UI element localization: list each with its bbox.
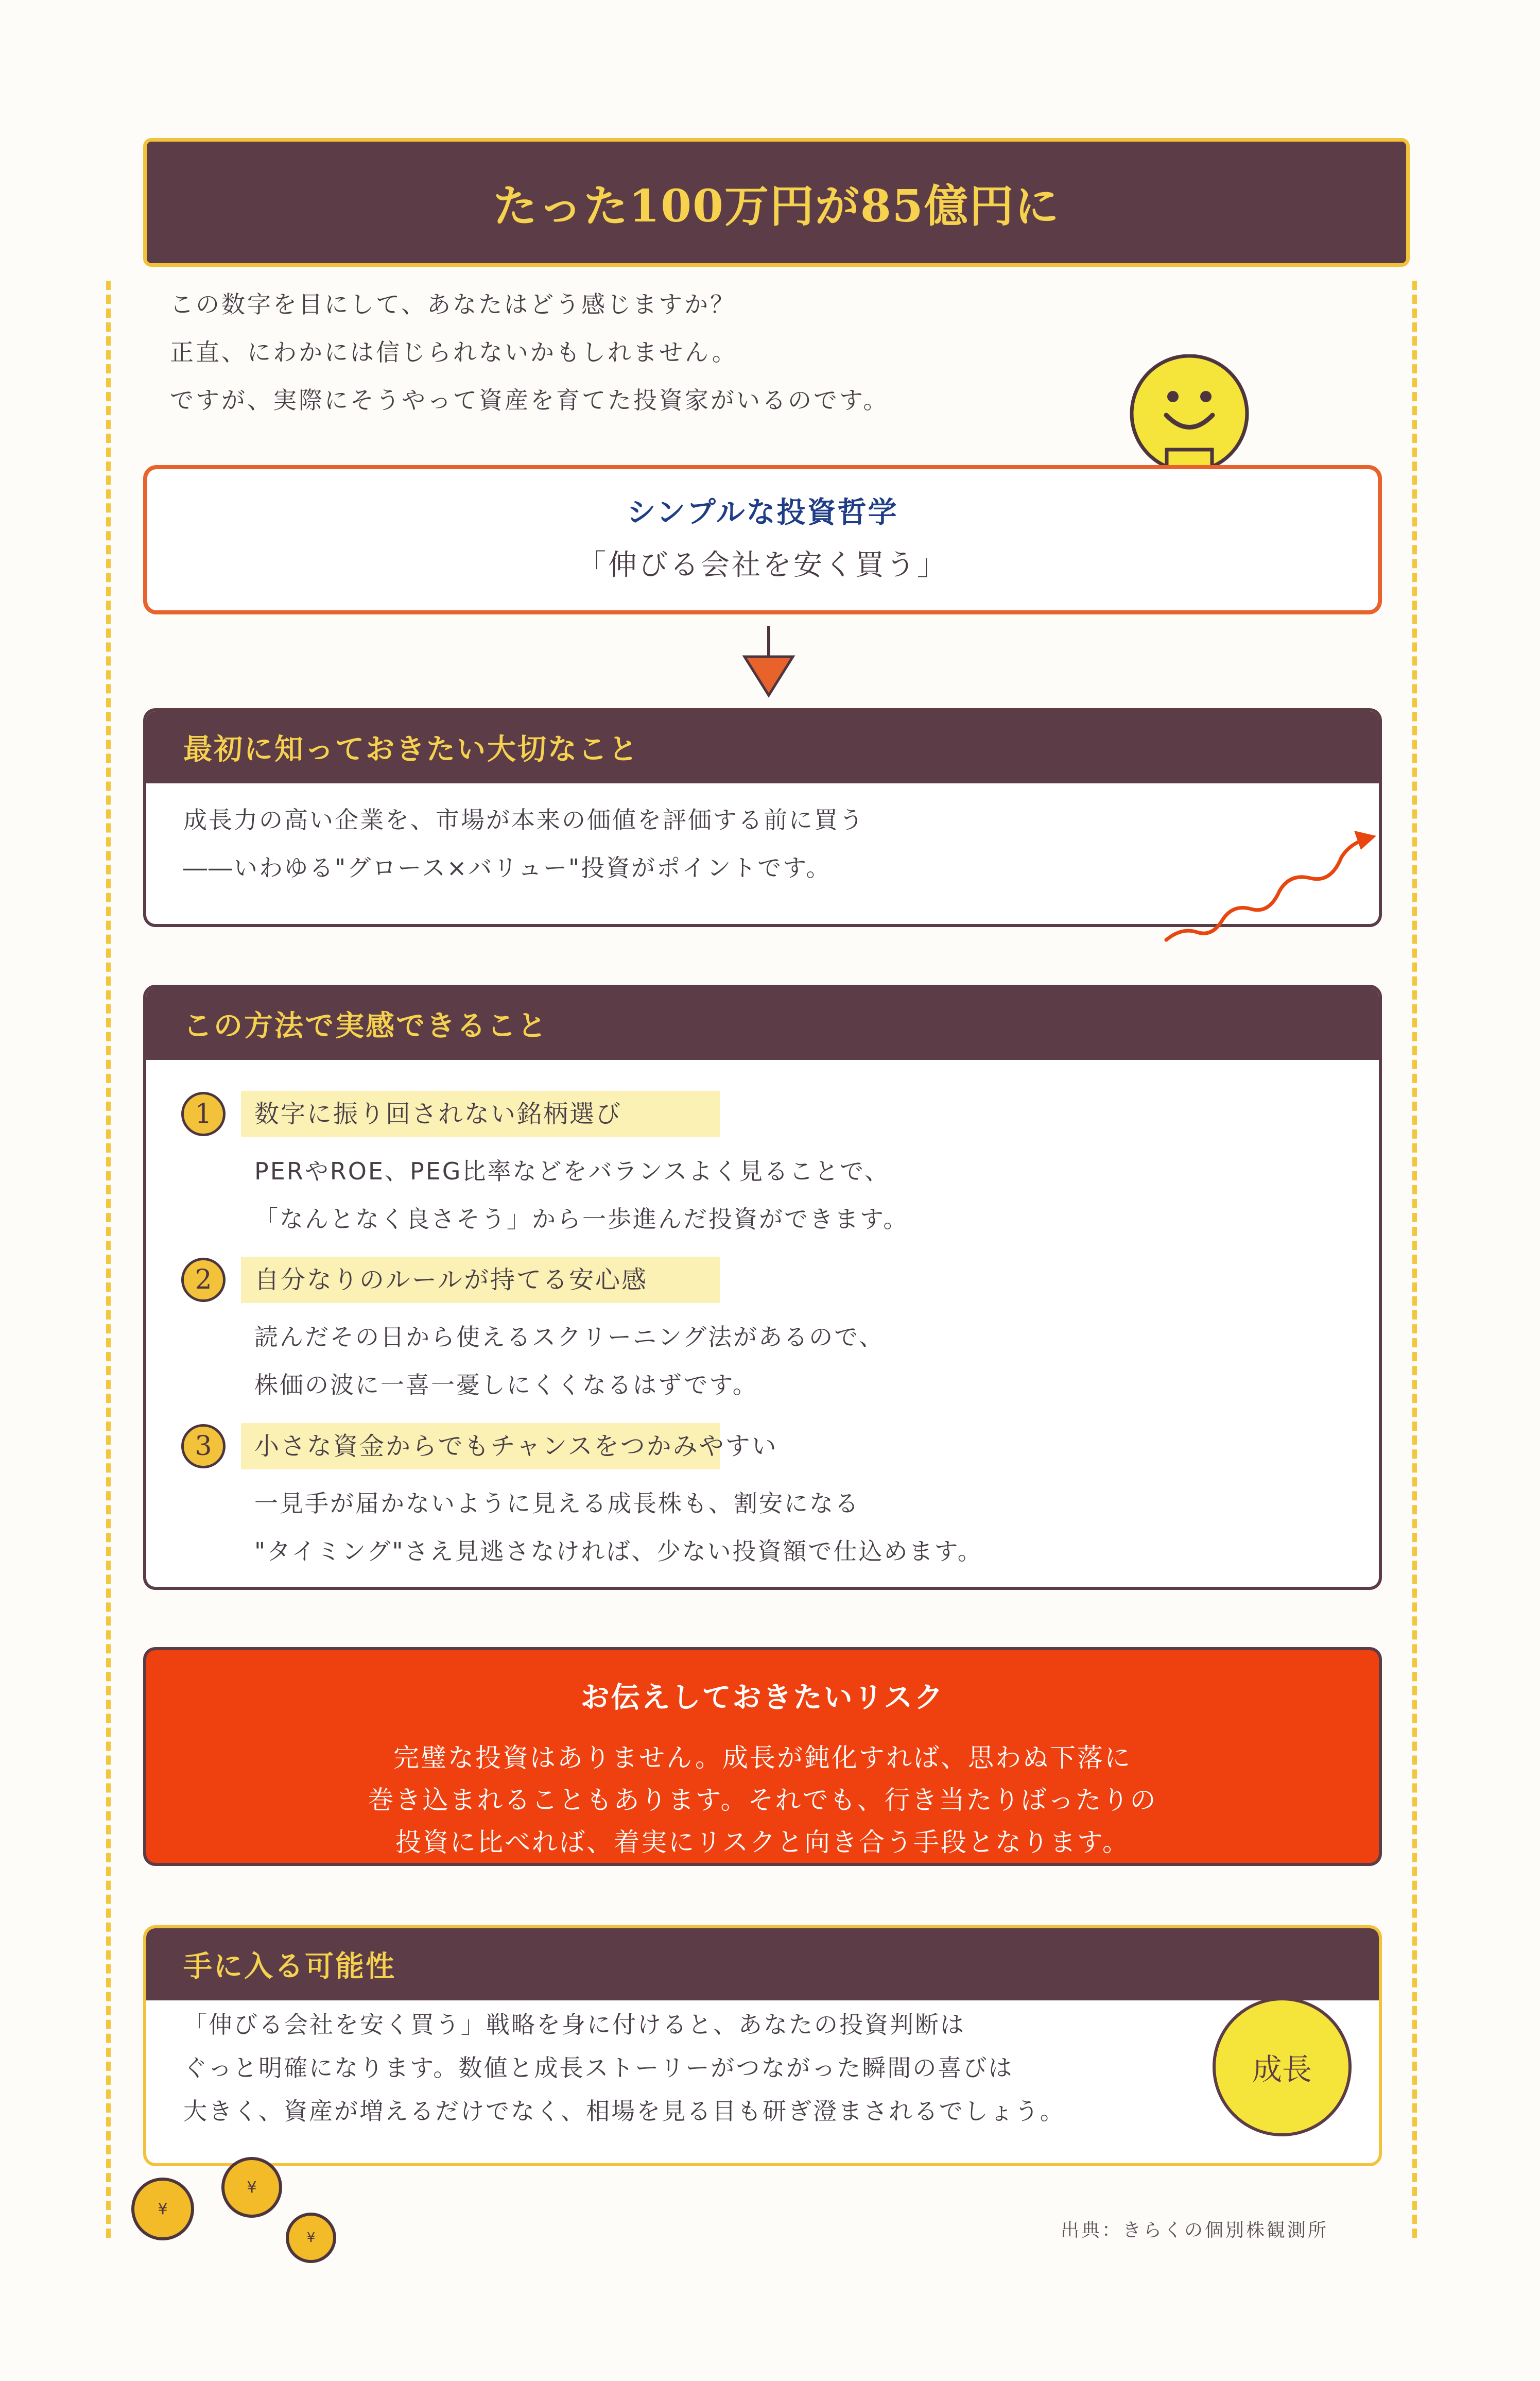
smiley-icon <box>1122 354 1256 483</box>
philosophy-heading: シンプルな投資哲学 <box>627 496 898 529</box>
possibility-card <box>143 1925 1382 2166</box>
benefit-line: 一見手が届かないように見える成長株も、割安になる <box>254 1489 860 1517</box>
intro-line: この数字を目にして、あなたはどう感じますか？ <box>170 290 736 318</box>
yen-coin-icon: ¥ <box>221 2157 282 2218</box>
benefit-label: 小さな資金からでもチャンスをつかみやすい <box>254 1432 778 1461</box>
benefit-line: "タイミング"さえ見逃さなければ、少ない投資額で仕込めます。 <box>254 1537 983 1565</box>
left-dashed-border <box>106 281 111 2238</box>
risk-line: 巻き込まれることもあります。それでも、行き当たりばったりの <box>368 1785 1157 1815</box>
benefit-description <box>254 1147 908 1243</box>
possibility-line: ぐっと明確になります。数値と成長ストーリーがつながった瞬間の喜びは <box>183 2054 1014 2082</box>
benefit-line: 読んだその日から使えるスクリーニング法があるので、 <box>254 1323 885 1351</box>
yen-coin-icon: ¥ <box>131 2178 194 2240</box>
risk-body <box>146 1737 1379 1863</box>
benefit-label: 数字に振り回されない銘柄選び <box>254 1100 622 1128</box>
benefits-card <box>143 985 1382 1590</box>
growth-arrow-icon <box>1161 827 1377 950</box>
benefits-heading: この方法で実感できること <box>146 988 1379 1060</box>
number-badge: 1 <box>181 1092 226 1136</box>
risk-heading: お伝えしておきたいリスク <box>580 1681 945 1715</box>
source-credit: 出典：きらくの個別株観測所 <box>1061 2220 1329 2241</box>
benefit-line: 株価の波に一喜一憂しにくくなるはずです。 <box>254 1371 758 1399</box>
benefit-line: 「なんとなく良さそう」から一歩進んだ投資ができます。 <box>254 1205 909 1233</box>
intro-line: 正直、にわかには信じられないかもしれません。 <box>170 338 738 366</box>
risk-box <box>143 1647 1382 1866</box>
intro-line: ですが、実際にそうやって資産を育てた投資家がいるのです。 <box>170 386 889 414</box>
risk-line: 完璧な投資はありません。成長が鈍化すれば、思わぬ下落に <box>393 1743 1132 1773</box>
important-heading: 最初に知っておきたい大切なこと <box>146 711 1379 783</box>
possibility-body <box>183 2003 1065 2133</box>
arrow-down-icon <box>740 626 797 703</box>
title-banner <box>143 138 1410 267</box>
philosophy-slogan: 「伸びる会社を安く買う」 <box>577 549 948 582</box>
important-body <box>183 796 864 892</box>
risk-line: 投資に比べれば、着実にリスクと向き合う手段となります。 <box>395 1827 1130 1857</box>
page-title: たった100万円が85億円に <box>493 180 1060 232</box>
yen-coin-icon: ¥ <box>286 2213 336 2263</box>
right-dashed-border <box>1412 281 1417 2238</box>
possibility-heading: 手に入る可能性 <box>146 1928 1379 2000</box>
number-badge: 2 <box>181 1258 226 1302</box>
intro-text <box>170 281 889 424</box>
possibility-line: 「伸びる会社を安く買う」戦略を身に付けると、あなたの投資判断は <box>183 2011 965 2039</box>
important-line: ――いわゆる"グロース×バリュー"投資がポイントです。 <box>183 854 832 882</box>
benefit-description <box>254 1480 983 1575</box>
benefit-label: 自分なりのルールが持てる安心感 <box>254 1265 648 1294</box>
benefit-line: PERやROE、PEG比率などをバランスよく見ることで、 <box>254 1157 890 1185</box>
possibility-line: 大きく、資産が増えるだけでなく、相場を見る目も研ぎ澄まされるでしょう。 <box>183 2097 1065 2125</box>
benefit-description <box>254 1313 884 1409</box>
number-badge: 3 <box>181 1424 226 1468</box>
growth-badge: 成長 <box>1213 1997 1352 2136</box>
important-line: 成長力の高い企業を、市場が本来の価値を評価する前に買う <box>183 806 864 834</box>
philosophy-box <box>143 465 1382 614</box>
